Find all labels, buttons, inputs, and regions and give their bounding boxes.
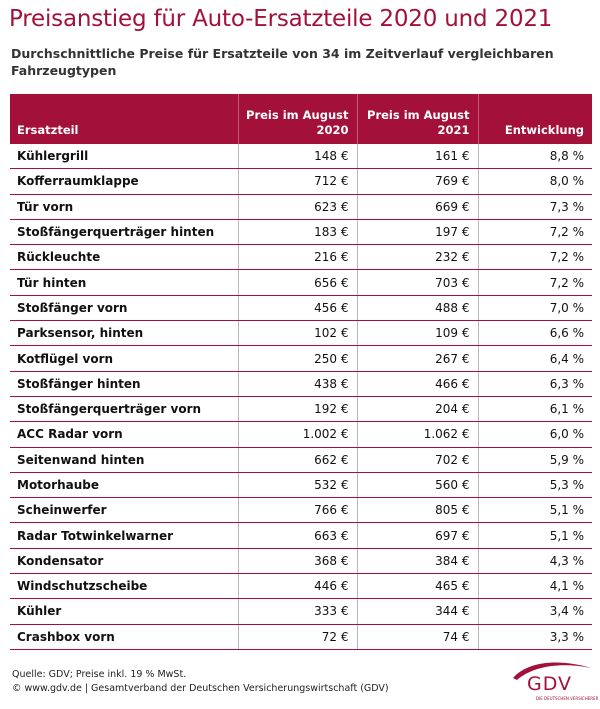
cell-price-2021: 267 €	[357, 346, 478, 371]
table-row	[10, 321, 592, 346]
table-row	[10, 599, 592, 624]
cell-part: Scheinwerfer	[10, 498, 238, 523]
cell-part: Kühlergrill	[10, 144, 238, 169]
cell-change: 6,6 %	[478, 321, 592, 346]
cell-price-2021: 702 €	[357, 447, 478, 472]
cell-price-2021: 769 €	[357, 169, 478, 194]
table-row	[10, 295, 592, 320]
cell-price-2020: 192 €	[238, 396, 357, 421]
price-table	[10, 94, 592, 650]
table-row	[10, 498, 592, 523]
gdv-logo	[509, 660, 599, 702]
footer	[12, 668, 412, 696]
cell-change: 8,0 %	[478, 169, 592, 194]
cell-price-2020: 456 €	[238, 295, 357, 320]
cell-part: Seitenwand hinten	[10, 447, 238, 472]
table-row	[10, 574, 592, 599]
footer-copyright: © www.gdv.de | Gesamtverband der Deutschen Versicherungswirtschaft (GDV)	[12, 683, 389, 694]
cell-change: 4,1 %	[478, 574, 592, 599]
table-row	[10, 270, 592, 295]
cell-price-2020: 368 €	[238, 548, 357, 573]
cell-change: 3,4 %	[478, 599, 592, 624]
table-row	[10, 472, 592, 497]
cell-change: 4,3 %	[478, 548, 592, 573]
table-row	[10, 548, 592, 573]
cell-price-2021: 703 €	[357, 270, 478, 295]
cell-price-2020: 72 €	[238, 624, 357, 649]
table-row	[10, 422, 592, 447]
cell-change: 7,2 %	[478, 270, 592, 295]
cell-price-2021: 161 €	[357, 144, 478, 169]
cell-change: 6,4 %	[478, 346, 592, 371]
cell-price-2021: 466 €	[357, 371, 478, 396]
cell-part: Kondensator	[10, 548, 238, 573]
cell-change: 7,2 %	[478, 245, 592, 270]
cell-part: Rückleuchte	[10, 245, 238, 270]
cell-price-2020: 663 €	[238, 523, 357, 548]
gdv-logo-subtext: DIE DEUTSCHEN VERSICHERER	[536, 696, 599, 701]
cell-price-2021: 109 €	[357, 321, 478, 346]
cell-price-2021: 805 €	[357, 498, 478, 523]
cell-price-2021: 344 €	[357, 599, 478, 624]
cell-change: 7,0 %	[478, 295, 592, 320]
cell-change: 6,1 %	[478, 396, 592, 421]
cell-change: 7,2 %	[478, 219, 592, 244]
cell-part: Tür hinten	[10, 270, 238, 295]
cell-price-2020: 623 €	[238, 194, 357, 219]
cell-price-2020: 1.002 €	[238, 422, 357, 447]
page-subtitle: Durchschnittliche Preise für Ersatzteile von 34 im Zeitverlauf vergleichbaren Fahrzeugtypen	[11, 46, 554, 78]
table-header-row	[10, 94, 592, 144]
cell-price-2020: 662 €	[238, 447, 357, 472]
table-row	[10, 346, 592, 371]
cell-price-2020: 438 €	[238, 371, 357, 396]
cell-change: 5,3 %	[478, 472, 592, 497]
cell-change: 5,1 %	[478, 498, 592, 523]
cell-price-2020: 102 €	[238, 321, 357, 346]
cell-price-2021: 384 €	[357, 548, 478, 573]
cell-price-2020: 183 €	[238, 219, 357, 244]
cell-price-2021: 560 €	[357, 472, 478, 497]
cell-price-2021: 669 €	[357, 194, 478, 219]
header-price-2021: Preis im August 2021	[357, 94, 478, 144]
table-row	[10, 194, 592, 219]
cell-part: Stoßfänger hinten	[10, 371, 238, 396]
cell-price-2020: 148 €	[238, 144, 357, 169]
cell-part: ACC Radar vorn	[10, 422, 238, 447]
table-row	[10, 624, 592, 649]
cell-price-2021: 697 €	[357, 523, 478, 548]
cell-part: Crashbox vorn	[10, 624, 238, 649]
cell-change: 3,3 %	[478, 624, 592, 649]
cell-price-2020: 446 €	[238, 574, 357, 599]
cell-part: Windschutzscheibe	[10, 574, 238, 599]
cell-price-2020: 250 €	[238, 346, 357, 371]
table-row	[10, 396, 592, 421]
cell-price-2021: 204 €	[357, 396, 478, 421]
cell-part: Parksensor, hinten	[10, 321, 238, 346]
cell-change: 5,9 %	[478, 447, 592, 472]
cell-price-2021: 232 €	[357, 245, 478, 270]
cell-part: Radar Totwinkelwarner	[10, 523, 238, 548]
cell-part: Tür vorn	[10, 194, 238, 219]
cell-price-2021: 488 €	[357, 295, 478, 320]
footer-source: Quelle: GDV; Preise inkl. 19 % MwSt.	[12, 669, 187, 680]
cell-price-2020: 532 €	[238, 472, 357, 497]
gdv-logo-text: GDV	[527, 673, 573, 695]
cell-price-2021: 465 €	[357, 574, 478, 599]
header-change: Entwicklung	[478, 94, 592, 144]
table-row	[10, 219, 592, 244]
cell-part: Stoßfänger vorn	[10, 295, 238, 320]
cell-change: 8,8 %	[478, 144, 592, 169]
header-part: Ersatzteil	[10, 94, 238, 144]
table-row	[10, 371, 592, 396]
cell-part: Kofferraumklappe	[10, 169, 238, 194]
cell-part: Motorhaube	[10, 472, 238, 497]
cell-price-2020: 333 €	[238, 599, 357, 624]
table-row	[10, 169, 592, 194]
table-row	[10, 447, 592, 472]
cell-change: 6,0 %	[478, 422, 592, 447]
cell-price-2021: 1.062 €	[357, 422, 478, 447]
cell-part: Stoßfängerquerträger hinten	[10, 219, 238, 244]
cell-part: Stoßfängerquerträger vorn	[10, 396, 238, 421]
table-row	[10, 144, 592, 169]
cell-change: 5,1 %	[478, 523, 592, 548]
cell-price-2020: 712 €	[238, 169, 357, 194]
cell-price-2021: 74 €	[357, 624, 478, 649]
cell-change: 6,3 %	[478, 371, 592, 396]
cell-part: Kühler	[10, 599, 238, 624]
page-title: Preisanstieg für Auto-Ersatzteile 2020 und 2021	[9, 6, 553, 32]
cell-price-2020: 216 €	[238, 245, 357, 270]
cell-price-2021: 197 €	[357, 219, 478, 244]
cell-price-2020: 656 €	[238, 270, 357, 295]
table-row	[10, 245, 592, 270]
table-row	[10, 523, 592, 548]
cell-part: Kotflügel vorn	[10, 346, 238, 371]
header-price-2020: Preis im August 2020	[238, 94, 357, 144]
cell-change: 7,3 %	[478, 194, 592, 219]
cell-price-2020: 766 €	[238, 498, 357, 523]
